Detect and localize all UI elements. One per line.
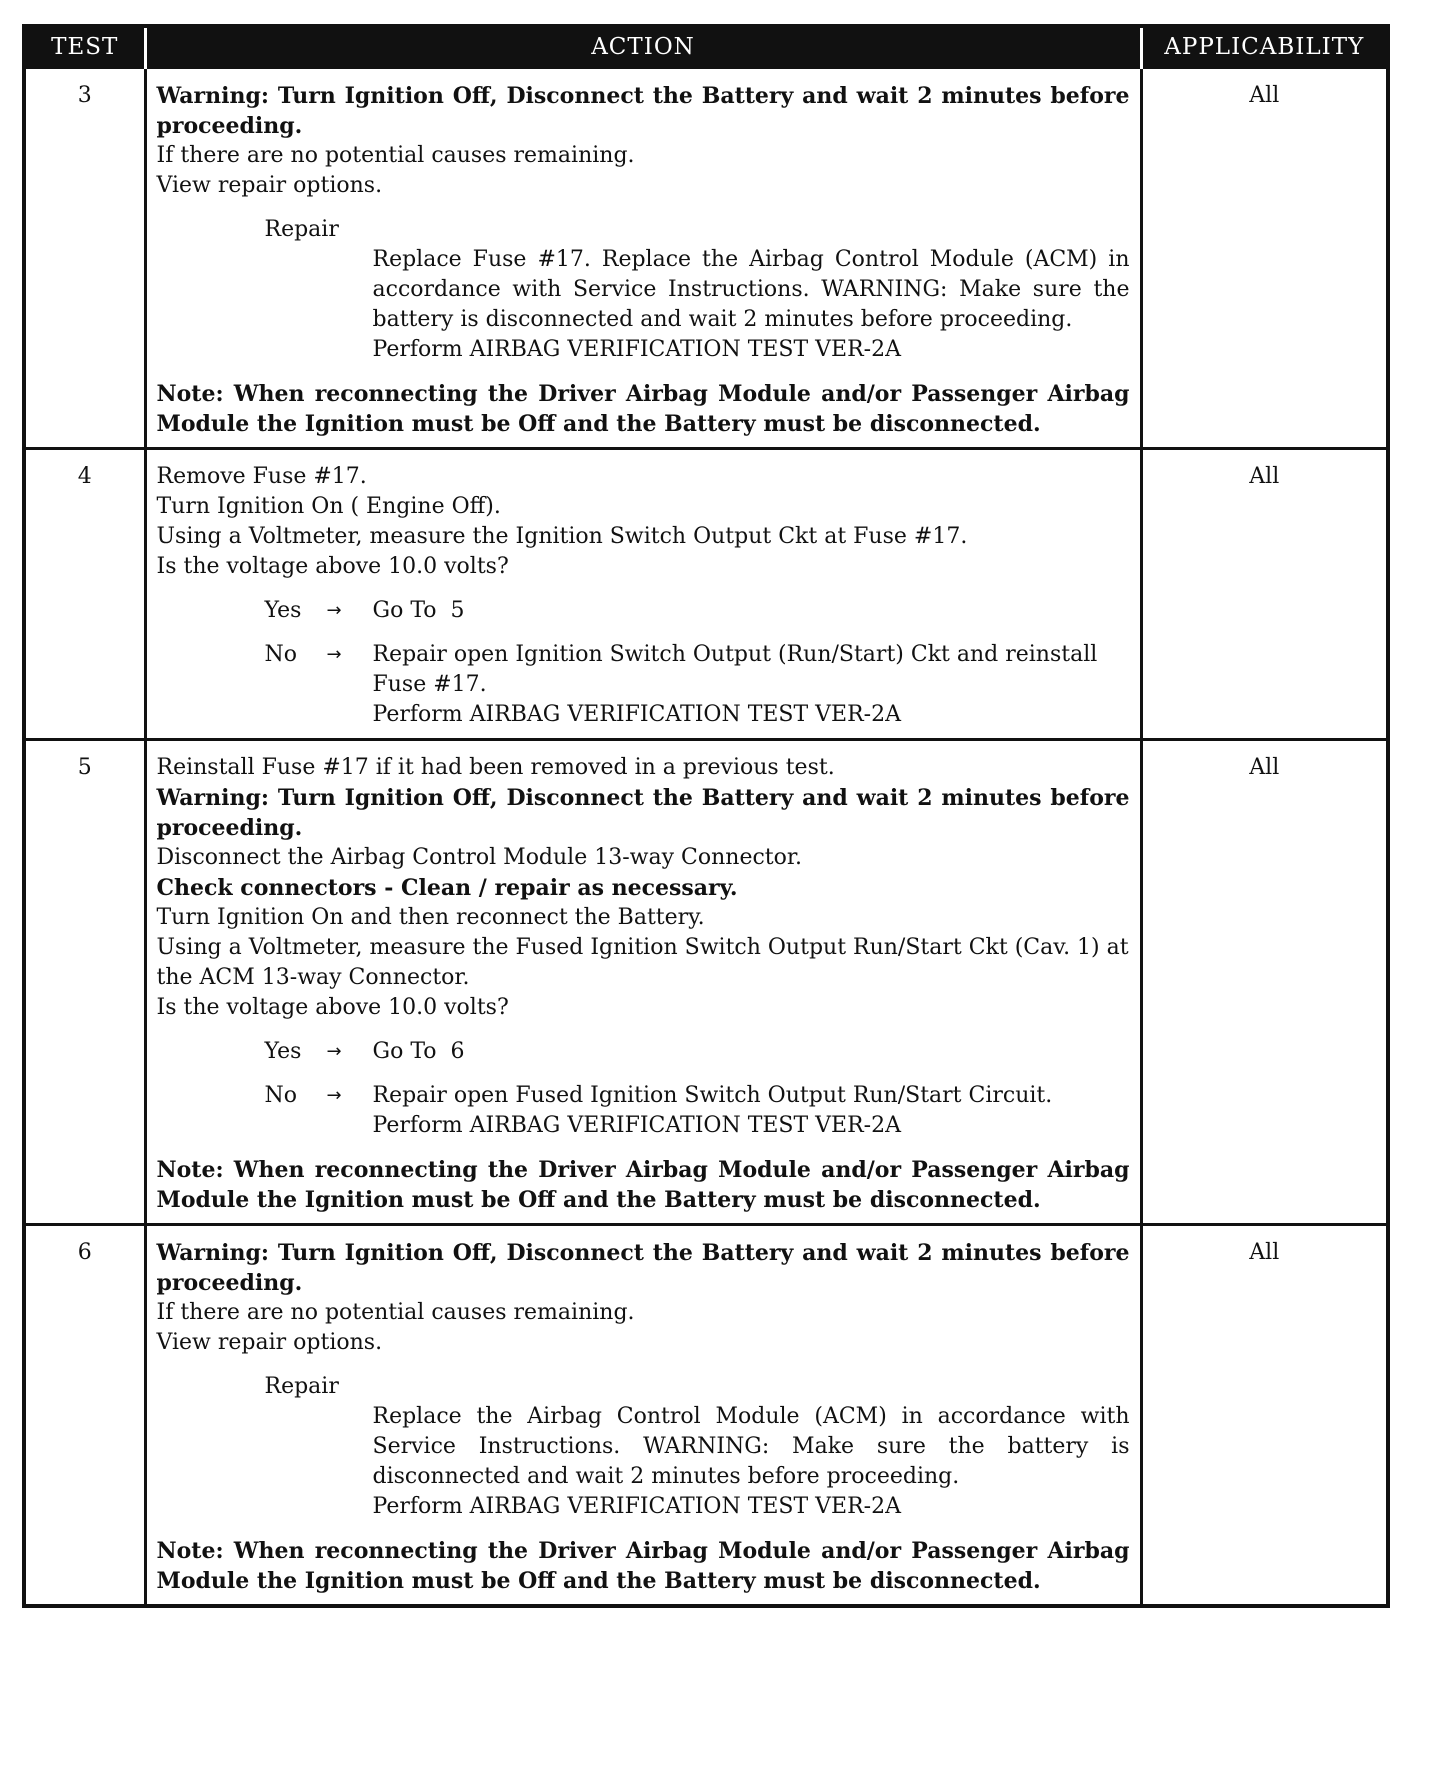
test-number: 3 xyxy=(26,68,145,449)
no-label: No xyxy=(264,642,297,667)
yes-branch xyxy=(265,596,1130,626)
test-number: 4 xyxy=(26,449,145,740)
check-text: Check connectors - Clean / repair as necessary. xyxy=(156,875,738,901)
header-action: ACTION xyxy=(145,28,1141,68)
right-arrow-icon: → xyxy=(326,1041,342,1062)
no-text: Repair open Ignition Switch Output (Run/Start) Ckt and reinstall Fuse #17. xyxy=(372,642,1098,697)
action-line: If there are no potential causes remaining. xyxy=(156,1300,635,1325)
repair-label: Repair xyxy=(264,217,339,242)
no-perform: Perform AIRBAG VERIFICATION TEST VER-2A xyxy=(372,1113,901,1138)
action-line: Using a Voltmeter, measure the Ignition Switch Output Ckt at Fuse #17. xyxy=(156,524,968,549)
action-line: Turn Ignition On and then reconnect the Battery. xyxy=(156,905,705,930)
test-number: 6 xyxy=(26,1225,145,1605)
no-text: Repair open Fused Ignition Switch Output Run/Start Circuit. xyxy=(372,1083,1053,1108)
action-line: Remove Fuse #17. xyxy=(156,464,367,489)
yes-label: Yes xyxy=(264,1039,302,1064)
note-text: Note: When reconnecting the Driver Airbag Module and/or Passenger Airbag Module the Ignition must be Off and the Battery must be disconnected. xyxy=(156,1157,1130,1213)
action-line: Using a Voltmeter, measure the Fused Ignition Switch Output Run/Start Ckt (Cav. 1) at the ACM 13-way Connector. xyxy=(156,935,1129,990)
repair-text: Replace the Airbag Control Module (ACM) in accordance with Service Instructions. WARNING: Make sure the battery is disconnected and wait 2 minutes before proceeding. xyxy=(372,1404,1130,1489)
action-line: Disconnect the Airbag Control Module 13-way Connector. xyxy=(156,845,802,870)
right-arrow-icon: → xyxy=(326,600,342,621)
note-text: Note: When reconnecting the Driver Airbag Module and/or Passenger Airbag Module the Ignition must be Off and the Battery must be disconnected. xyxy=(156,381,1130,437)
action-cell xyxy=(145,68,1141,449)
goto-target: 5 xyxy=(450,598,465,623)
diagnostic-test-table xyxy=(22,24,1390,1608)
no-perform: Perform AIRBAG VERIFICATION TEST VER-2A xyxy=(372,702,901,727)
action-line: Is the voltage above 10.0 volts? xyxy=(156,554,509,579)
repair-text: Replace Fuse #17. Replace the Airbag Control Module (ACM) in accordance with Service Instructions. WARNING: Make sure the battery is disconnected and wait 2 minutes before proceeding. xyxy=(372,247,1130,332)
table-row xyxy=(26,740,1386,1225)
goto-text: Go To xyxy=(372,598,437,623)
table-row xyxy=(26,68,1386,449)
right-arrow-icon: → xyxy=(326,1085,342,1106)
action-line: If there are no potential causes remaining. xyxy=(156,143,635,168)
header-applicability: APPLICABILITY xyxy=(1141,28,1386,68)
applicability: All xyxy=(1141,1225,1386,1605)
goto-text: Go To xyxy=(372,1039,437,1064)
table-row xyxy=(26,449,1386,740)
note-text: Note: When reconnecting the Driver Airbag Module and/or Passenger Airbag Module the Ignition must be Off and the Battery must be disconnected. xyxy=(156,1538,1130,1594)
yes-label: Yes xyxy=(264,598,302,623)
action-line: Is the voltage above 10.0 volts? xyxy=(156,995,509,1020)
table-header xyxy=(26,28,1386,68)
action-cell xyxy=(145,740,1141,1225)
applicability: All xyxy=(1141,449,1386,740)
action-cell xyxy=(145,449,1141,740)
action-line: Reinstall Fuse #17 if it had been removed in a previous test. xyxy=(156,755,835,780)
warning-text: Warning: Turn Ignition Off, Disconnect the Battery and wait 2 minutes before proceeding. xyxy=(156,785,1130,841)
yes-branch xyxy=(265,1037,1130,1067)
repair-perform: Perform AIRBAG VERIFICATION TEST VER-2A xyxy=(372,1494,901,1519)
warning-text: Warning: Turn Ignition Off, Disconnect the Battery and wait 2 minutes before proceeding. xyxy=(156,83,1130,139)
header-test: TEST xyxy=(26,28,145,68)
no-branch xyxy=(265,1081,1130,1141)
applicability: All xyxy=(1141,68,1386,449)
no-branch xyxy=(265,640,1130,730)
action-line: View repair options. xyxy=(156,1330,383,1355)
repair-perform: Perform AIRBAG VERIFICATION TEST VER-2A xyxy=(372,337,901,362)
no-label: No xyxy=(264,1083,297,1108)
test-number: 5 xyxy=(26,740,145,1225)
right-arrow-icon: → xyxy=(326,644,342,665)
table-row xyxy=(26,1225,1386,1605)
action-line: View repair options. xyxy=(156,173,383,198)
warning-text: Warning: Turn Ignition Off, Disconnect the Battery and wait 2 minutes before proceeding. xyxy=(156,1240,1130,1296)
action-line: Turn Ignition On ( Engine Off). xyxy=(156,494,501,519)
repair-label: Repair xyxy=(264,1374,339,1399)
test-table xyxy=(26,28,1386,1604)
action-cell xyxy=(145,1225,1141,1605)
applicability: All xyxy=(1141,740,1386,1225)
goto-target: 6 xyxy=(450,1039,465,1064)
